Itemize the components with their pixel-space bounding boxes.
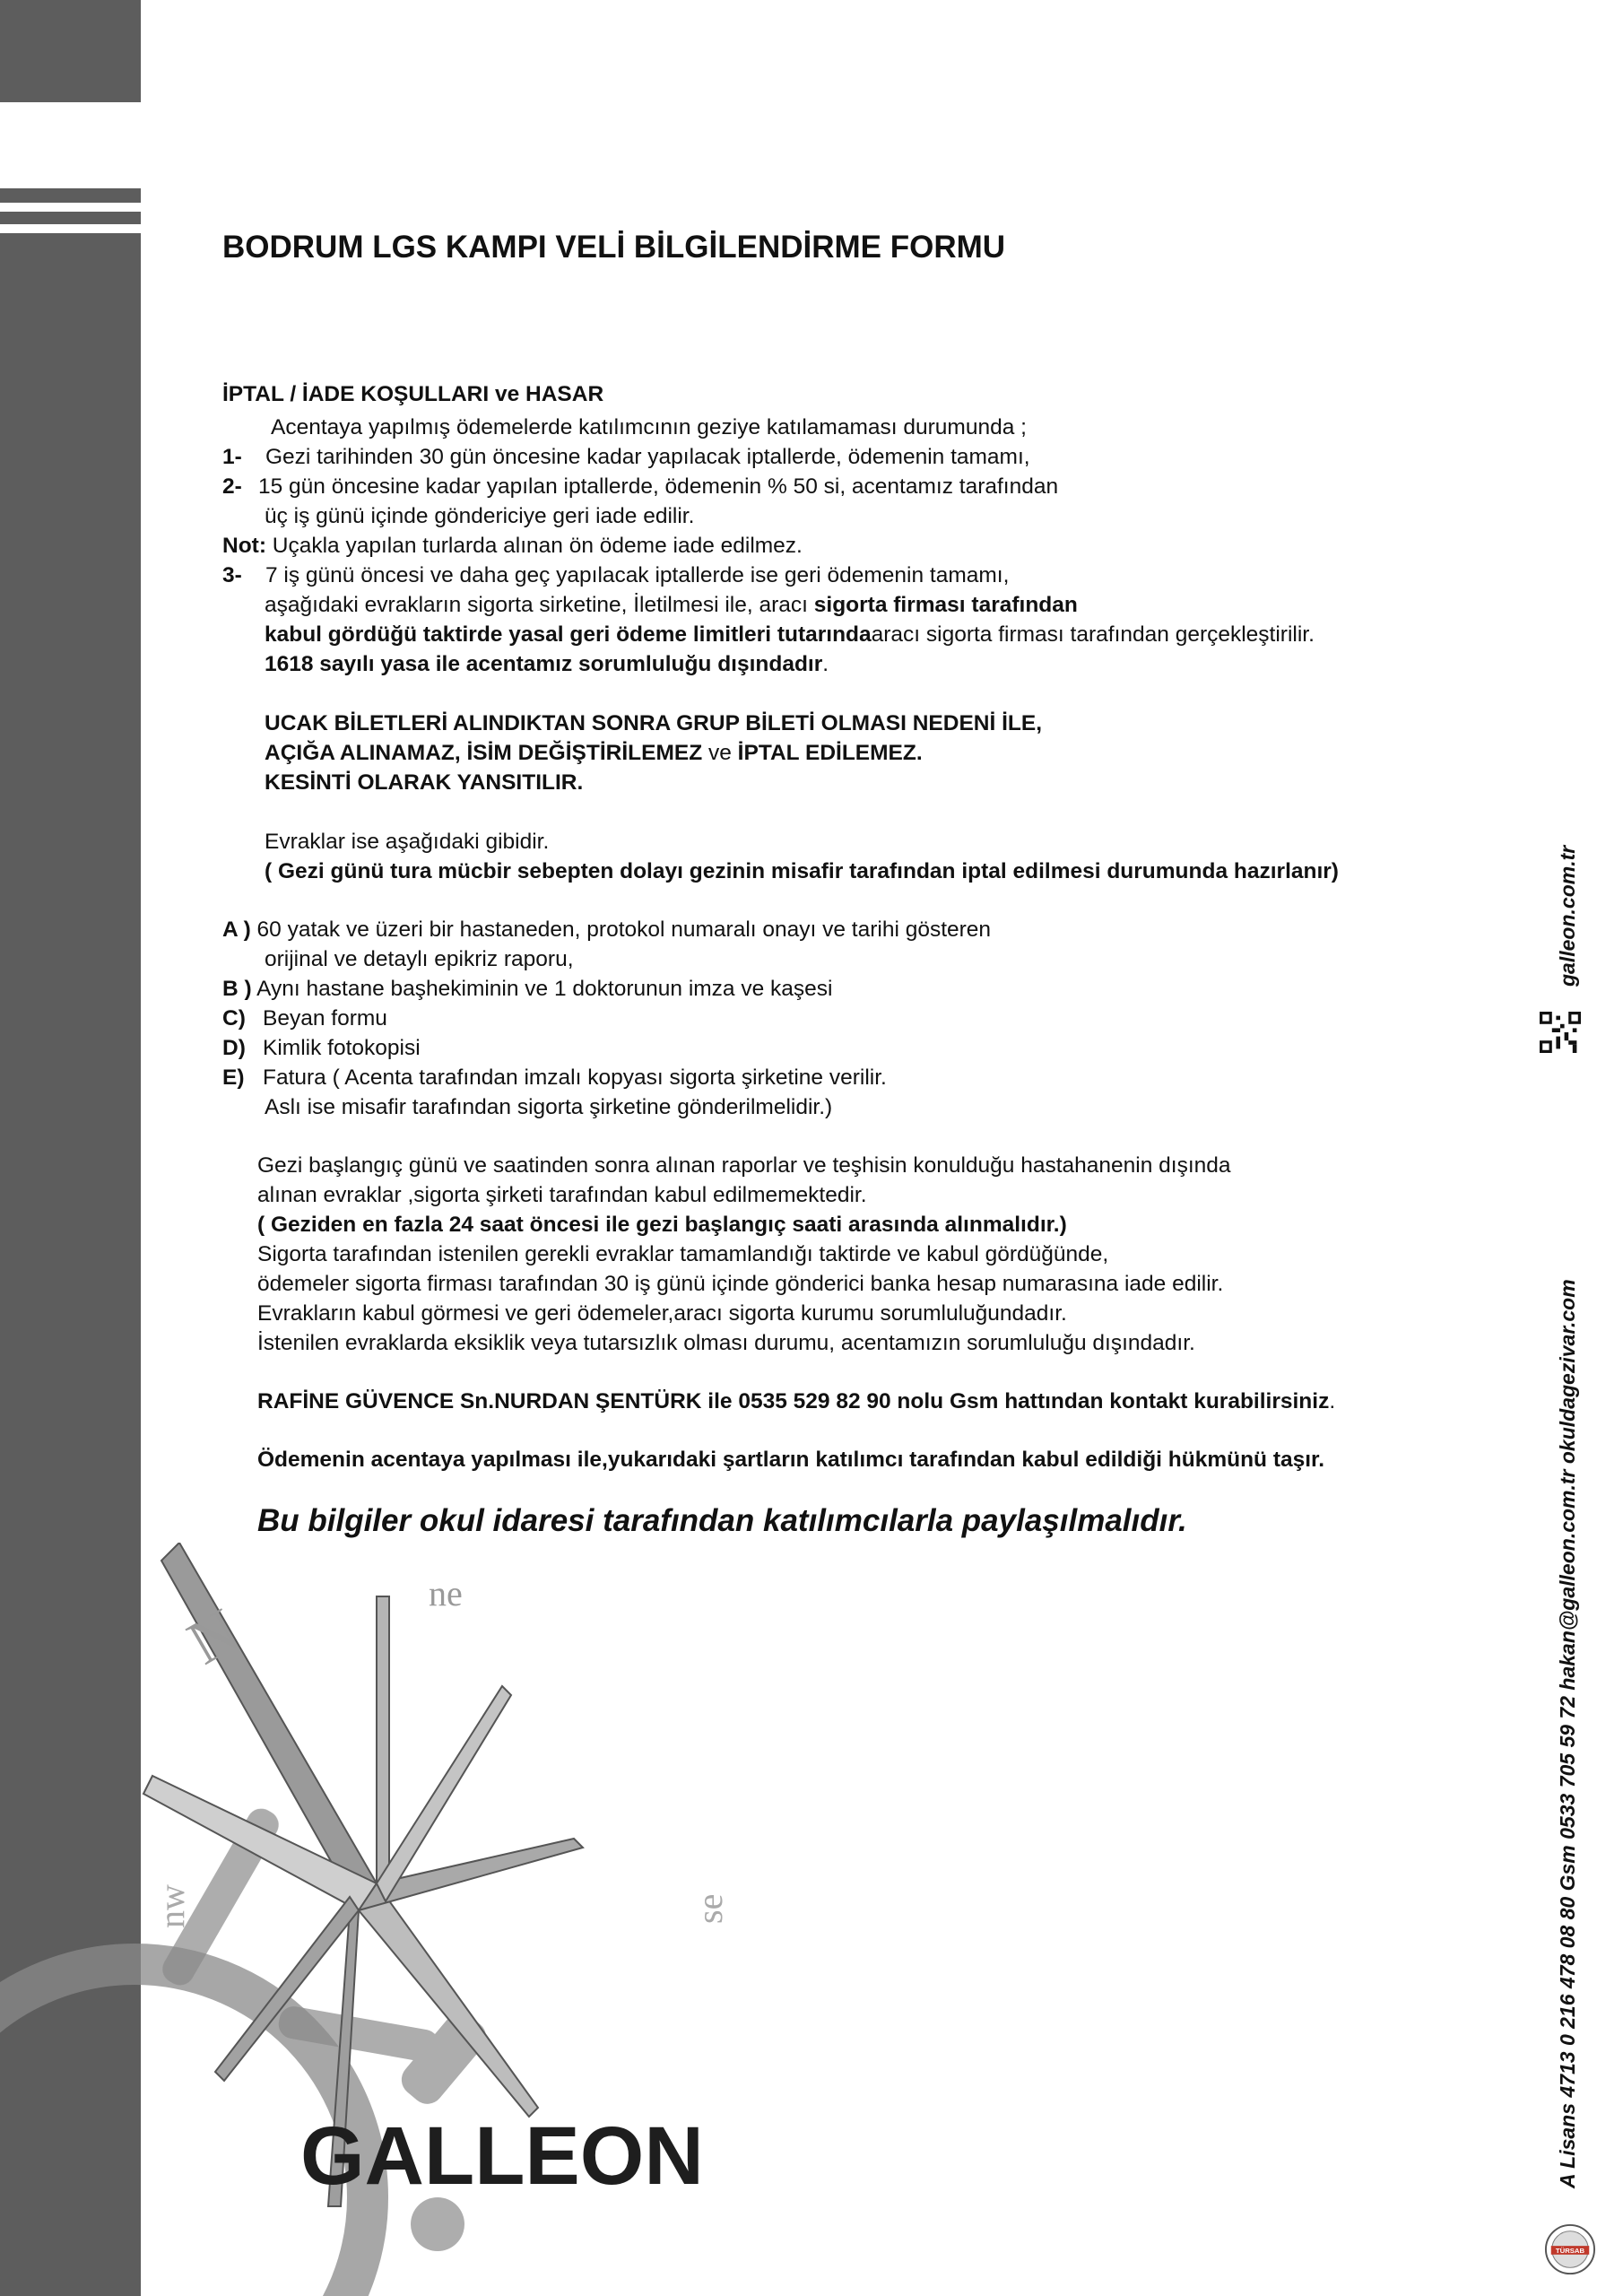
sidebar-gap [0, 102, 141, 188]
note-text: Uçakla yapılan turlarda alınan ön ödeme iade edilmez. [265, 534, 803, 558]
side-website: galleon.com.tr [1556, 845, 1579, 987]
ticket-warning-1: UCAK BİLETLERİ ALINDIKTAN SONRA GRUP BİLETİ OLMASI NEDENİ İLE, [265, 711, 1043, 735]
rule-3-text-cont [265, 590, 1078, 620]
contact-line [257, 1387, 1335, 1416]
section-heading: İPTAL / İADE KOŞULLARI ve HASAR [222, 382, 604, 406]
rule-3-text-cont2 [265, 620, 1315, 649]
sidebar-stripe-gap [0, 224, 141, 233]
sidebar-stripe-gap [0, 203, 141, 212]
rule-2-text: 15 gün öncesine kadar yapılan iptallerde, ödemenin % 50 si, acentamız tarafından [258, 474, 1059, 499]
ticket-2c: İPTAL EDİLEMEZ. [737, 741, 923, 765]
rule-3-text: 7 iş günü öncesi ve daha geç yapılacak iptallerde ise geri ödemenin tamamı, [265, 563, 1010, 587]
item-c-label: C) [222, 1006, 246, 1031]
rule-1-text: Gezi tarihinden 30 gün öncesine kadar yapılacak iptallerde, ödemenin tamamı, [265, 445, 1030, 469]
page-title: BODRUM LGS KAMPI VELİ BİLGİLENDİRME FORMU [222, 230, 1006, 265]
note-label: Not: [222, 534, 266, 558]
rule-3-d1: 1618 sayılı yasa ile acentamız sorumluluğu dışındadır [265, 652, 823, 676]
rule-1-number: 1- [222, 445, 242, 469]
sidebar-stripe [0, 212, 141, 224]
rule-3-c1: kabul gördüğü taktirde yasal geri ödeme limitleri tutarında [265, 622, 872, 647]
contact-text: RAFİNE GÜVENCE Sn.NURDAN ŞENTÜRK ile 0535 529 82 90 nolu Gsm hattından kontakt kurabilirsiniz [257, 1389, 1330, 1413]
paragraph-line-7: İstenilen evraklarda eksiklik veya tutarsızlık olması durumu, acentamızın sorumluluğu dışındadır. [257, 1331, 1195, 1355]
ticket-warning-2 [265, 738, 923, 768]
rule-2-text-cont: üç iş günü içinde göndericiye geri iade edilir. [265, 504, 695, 528]
item-d-label: D) [222, 1036, 246, 1060]
closing-statement: Bu bilgiler okul idaresi tarafından katılımcılarla paylaşılmalıdır. [257, 1503, 1187, 1538]
paragraph-line-4: Sigorta tarafından istenilen gerekli evraklar tamamlandığı taktirde ve kabul gördüğünde, [257, 1242, 1109, 1266]
side-contact-info: A Lisans 4713 0 216 478 08 80 Gsm 0533 705 59 72 hakan@galleon.com.tr okuldagezivar.com [1556, 1279, 1579, 2188]
rule-3-c2: aracı sigorta firması tarafından gerçekleştirilir. [871, 622, 1315, 647]
item-e-cont: Aslı ise misafir tarafından sigorta şirketine gönderilmelidir.) [265, 1095, 833, 1119]
note-line [222, 531, 803, 561]
compass-nw-label: nw [152, 1884, 192, 1928]
paragraph-line-6: Evrakların kabul görmesi ve geri ödemeler,aracı sigorta kurumu sorumluluğundadır. [257, 1301, 1067, 1326]
contact-period: . [1329, 1389, 1336, 1413]
paragraph-line-3: ( Geziden en fazla 24 saat öncesi ile gezi başlangıç saati arasında alınmalıdır.) [257, 1213, 1067, 1237]
acceptance-line: Ödemenin acentaya yapılması ile,yukarıdaki şartların katılımcı tarafından kabul edildiği hükmünü taşır. [257, 1448, 1325, 1472]
seal-text: TÜRSAB [1555, 2246, 1585, 2255]
paragraph-line-2: alınan evraklar ,sigorta şirketi tarafından kabul edilmemektedir. [257, 1183, 867, 1207]
compass-n-label: N [177, 1596, 251, 1679]
ticket-2a: AÇIĞA ALINAMAZ, İSİM DEĞİŞTİRİLEMEZ [265, 741, 703, 765]
rule-3-d2: . [822, 652, 829, 676]
rule-3-text-cont3 [265, 649, 829, 679]
item-e-text: Fatura ( Acenta tarafından imzalı kopyası sigorta şirketine verilir. [263, 1065, 887, 1090]
galleon-logo: GALLEON [300, 2110, 704, 2202]
item-a-text: 60 yatak ve üzeri bir hastaneden, protokol numaralı onayı ve tarihi gösteren [250, 918, 992, 942]
compass-ne-label: ne [429, 1573, 463, 1613]
item-b-text: Aynı hastane başhekiminin ve 1 doktorunun imza ve kaşesi [251, 977, 833, 1001]
qr-code-icon [1540, 1012, 1581, 1053]
item-e-label: E) [222, 1065, 245, 1090]
ticket-2b: ve [702, 741, 738, 765]
docs-intro: Evraklar ise aşağıdaki gibidir. [265, 830, 550, 854]
item-c-text: Beyan formu [263, 1006, 387, 1031]
item-b-label: B ) [222, 977, 252, 1001]
rule-3-number: 3- [222, 563, 242, 587]
item-d-text: Kimlik fotokopisi [263, 1036, 421, 1060]
item-a-cont: orijinal ve detaylı epikriz raporu, [265, 947, 574, 971]
compass-se-label: se [690, 1893, 730, 1924]
compass-watermark [0, 1543, 735, 2296]
item-b [222, 974, 833, 1004]
ticket-warning-3: KESİNTİ OLARAK YANSITILIR. [265, 770, 584, 795]
tursab-seal-icon [1544, 2223, 1596, 2275]
paragraph-line-1: Gezi başlangıç günü ve saatinden sonra alınan raporlar ve teşhisin konulduğu hastahanenin dışında [257, 1153, 1231, 1178]
rule-3-b2: sigorta firması tarafından [813, 593, 1078, 617]
docs-note: ( Gezi günü tura mücbir sebepten dolayı gezinin misafir tarafından iptal edilmesi durumunda hazırlanır) [265, 859, 1339, 883]
rule-3-b1: aşağıdaki evrakların sigorta sirketine, İletilmesi ile, aracı [265, 593, 814, 617]
rule-2-number: 2- [222, 474, 242, 499]
item-a-label: A ) [222, 918, 251, 942]
intro-line: Acentaya yapılmış ödemelerde katılımcının geziye katılamaması durumunda ; [271, 415, 1027, 439]
sidebar-stripe [0, 190, 141, 203]
paragraph-line-5: ödemeler sigorta firması tarafından 30 iş günü içinde gönderici banka hesap numarasına iade edilir. [257, 1272, 1224, 1296]
item-a [222, 915, 991, 944]
